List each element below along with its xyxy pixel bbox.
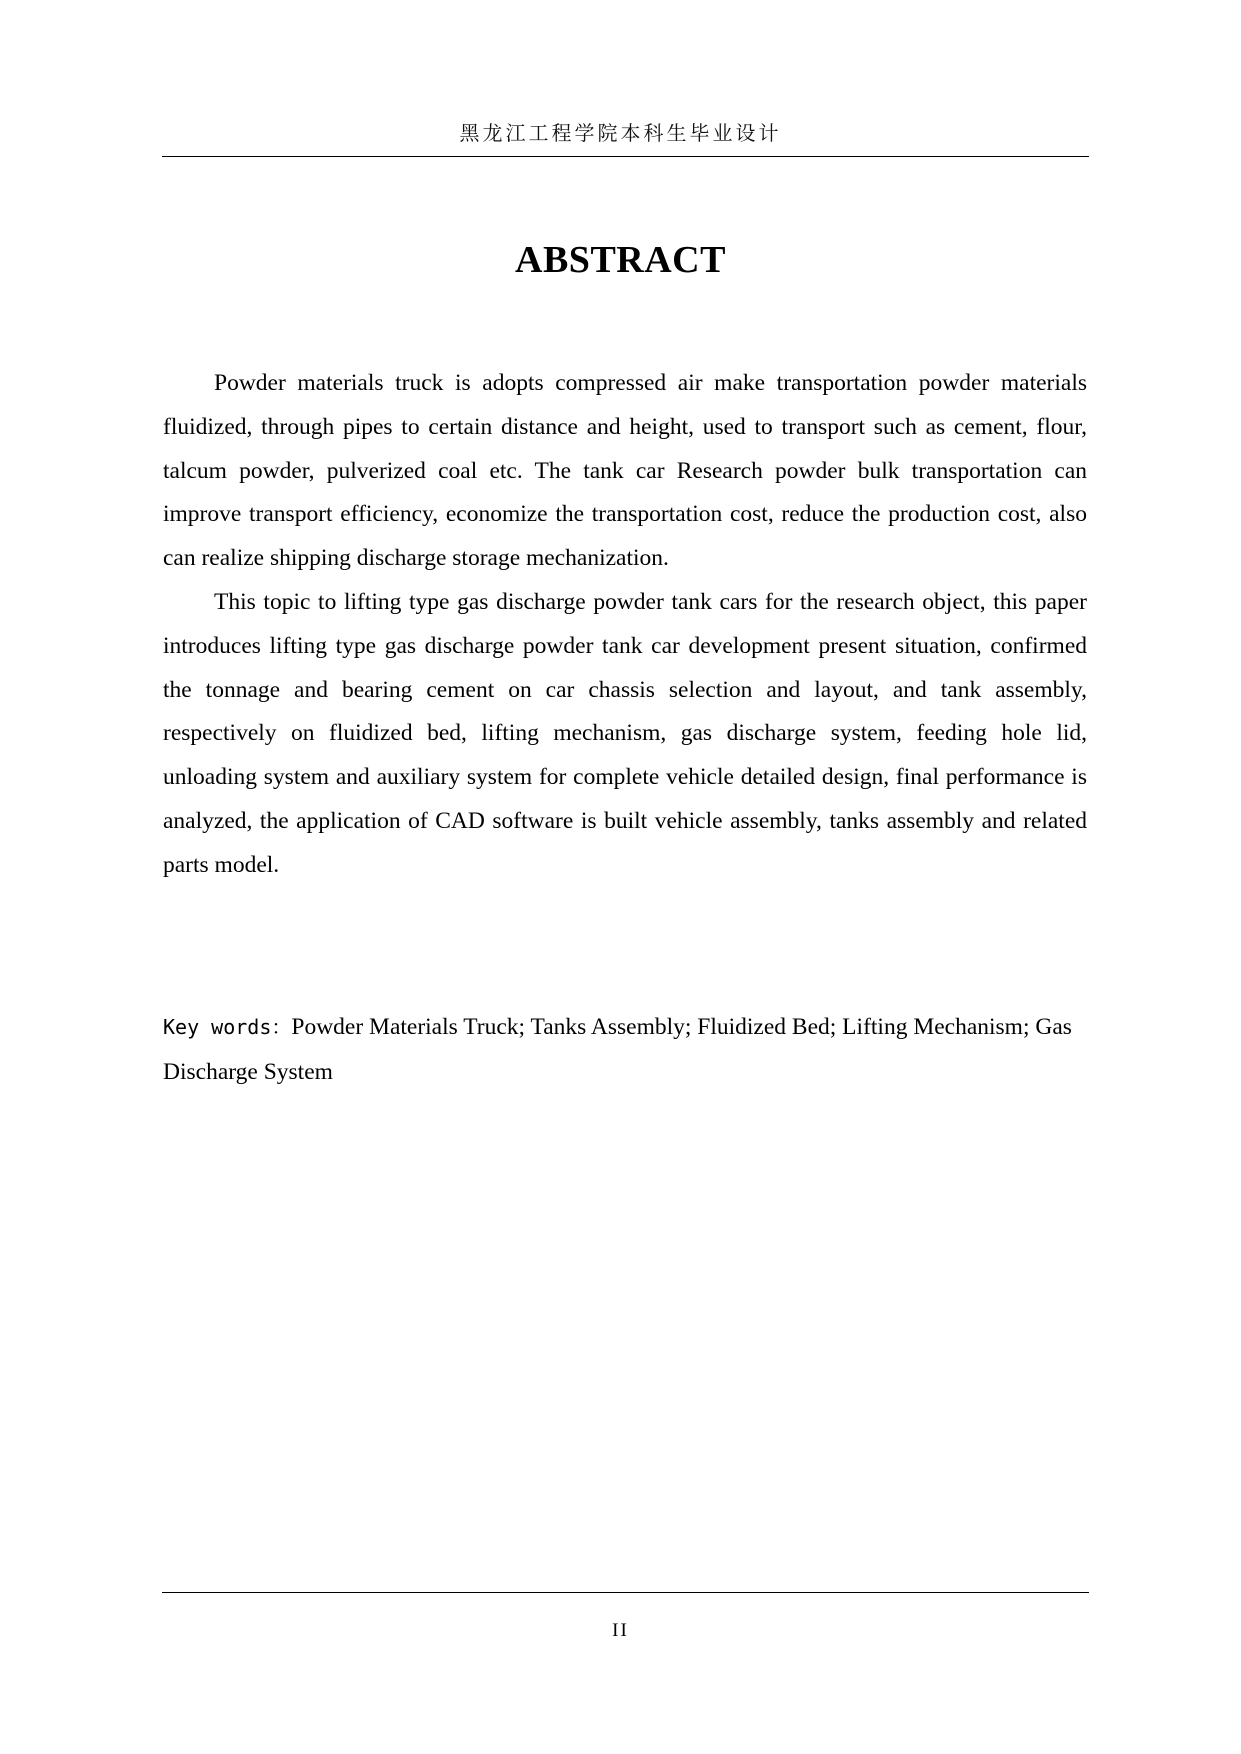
footer-divider: [162, 1592, 1089, 1593]
keywords-text: Powder Materials Truck; Tanks Assembly; Fluidized Bed; Lifting Mechanism; Gas Discharge System: [163, 1014, 1072, 1085]
page-header-title: 黑龙江工程学院本科生毕业设计: [459, 121, 782, 145]
header-divider: [162, 156, 1089, 157]
abstract-paragraph-2: This topic to lifting type gas discharge powder tank cars for the research object, this paper introduces lifting type gas discharge powder tank car development present situation, confirmed the tonnage and bearing cement on car chassis selection and layout, and tank assembly, respectively on fluidized bed, lifting mechanism, gas discharge system, feeding hole lid, unloading system and auxiliary system for complete vehicle detailed design, final performance is analyzed, the application of CAD software is built vehicle assembly, tanks assembly and related parts model.: [163, 588, 1087, 878]
abstract-paragraph-1: Powder materials truck is adopts compressed air make transportation powder materials fluidized, through pipes to certain distance and height, used to transport such as cement, flour, talcum powder, pulverized coal etc. The tank car Research powder bulk transportation can improve transport efficiency, economize the transportation cost, reduce the production cost, also can realize shipping discharge storage mechanization.: [163, 370, 1087, 572]
page-number: II: [612, 1620, 629, 1641]
abstract-heading: ABSTRACT: [515, 239, 726, 281]
keywords-block: [163, 1005, 1087, 1095]
keywords-label: Key words：: [163, 1015, 292, 1039]
abstract-body: [163, 362, 1087, 888]
